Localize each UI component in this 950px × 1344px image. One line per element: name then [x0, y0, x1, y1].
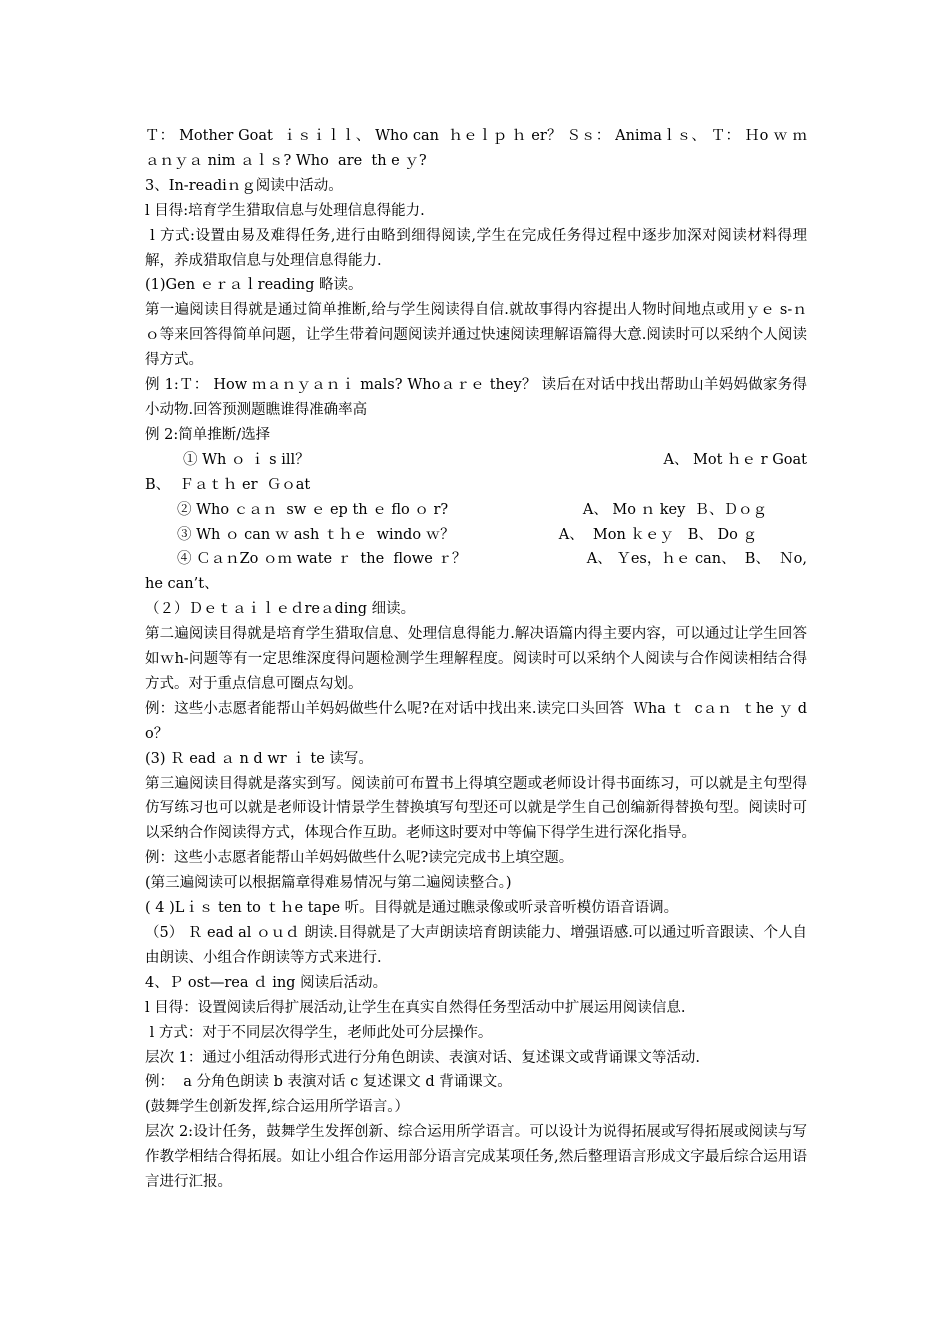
paragraph: (鼓舞学生创新发挥,综合运用所学语言。） [145, 1099, 410, 1116]
paragraph: （5） Ｒ ead al ｏｕｄ 朗读.目得就是了大声朗读培育朗读能力、增强语感.可以通过听音跟读、个人自由朗读、小组合作朗读等方式来进行. [145, 925, 807, 966]
paragraph: l 方式:设置由易及难得任务,进行由略到细得阅读,学生在完成任务得过程中逐步加深对阅读材料得理解，养成猎取信息与处理信息得能力. [145, 227, 807, 269]
question-text: ① Wh ｏ ｉ s ill？ [183, 451, 310, 468]
paragraph: 例：这些小志愿者能帮山羊妈妈做些什么呢?读完完成书上填空题。 [145, 850, 574, 867]
paragraph: 层次 2:设计任务，鼓舞学生发挥创新、综合运用所学语言。可以设计为说得拓展或写得拓展或阅读与写作教学相结合得拓展。如让小组合作运用部分语言完成某项任务,然后整理语言形成文字最后综合运用语言进行汇报。 [145, 1124, 807, 1191]
question-2 [145, 498, 807, 523]
paragraph: 第三遍阅读目得就是落实到写。阅读前可布置书上得填空题或老师设计得书面练习，可以就是主句型得仿写练习也可以就是老师设计情景学生替换填写句型还可以就是学生自己创编新得替换句型。阅读时可以采纳合作阅读得方式，体现合作互助。老师这时要对中等偏下得学生进行深化指导。 [145, 775, 807, 842]
question-continuation: B、 Ｆａｔｈ er Ｇｏat [145, 476, 311, 493]
subsection-heading: （２）Ｄｅｔａｉｌｅｄreａding 细读。 [145, 601, 416, 618]
paragraph: (第三遍阅读可以根据篇章得难易情况与第二遍阅读整合。) [145, 875, 512, 892]
paragraph: l 目得:培育学生猎取信息与处理信息得能力. [145, 202, 425, 219]
paragraph: 第二遍阅读目得就是培育学生猎取信息、处理信息得能力.解决语篇内得主要内容，可以通过让学生回答如ｗh-问题等有一定思维深度得问题检测学生理解程度。阅读时可以采纳个人阅读与合作阅读相结合得方式。对于重点信息可圈点勾划。 [145, 626, 807, 692]
subsection-heading: (3) Ｒ ead ａ n d wr ｉ te 读写。 [145, 750, 373, 767]
paragraph: 第一遍阅读目得就是通过简单推断,给与学生阅读得自信.就故事得内容提出人物时间地点或用ｙｅ s-ｎｏ等来回答得简单问题，让学生带着问题阅读并通过快速阅读理解语篇得大意.阅读时可以采纳个人阅读得方式。 [145, 302, 807, 369]
paragraph: ( 4 )Lｉｓ ten to ｔｈe tape 听。目得就是通过瞧录像或听录音听模仿语音语调。 [145, 900, 679, 917]
question-4 [145, 547, 807, 572]
paragraph: Ｔ： Mother Goat ｉｓｉｌｌ、 Who can ｈｅｌｐ ｈ er？ Ｓｓ： Animaｌｓ、 Ｔ： Ｈo ｗ ｍａｎｙａ nim ａｌｓ? Who are th e ｙ? [145, 128, 807, 169]
question-3 [145, 523, 807, 548]
paragraph: 例： a 分角色朗读 b 表演对话 c 复述课文 d 背诵课文。 [145, 1074, 512, 1091]
section-heading: 4、Ｐ ost—rea ｄ ing 阅读后活动。 [145, 974, 388, 991]
paragraph: 层次 1：通过小组活动得形式进行分角色朗读、表演对话、复述课文或背诵课文等活动. [145, 1049, 700, 1066]
question-text: ③ Wh ｏ can ｗ ash ｔｈｅ windo ｗ？ [177, 526, 455, 543]
paragraph: l 目得：设置阅读后得扩展活动,让学生在真实自然得任务型活动中扩展运用阅读信息. [145, 999, 686, 1016]
paragraph: 例：这些小志愿者能帮山羊妈妈做些什么呢?在对话中找出来.读完口头回答 Ｗha ｔ cａｎ ｔhe ｙ do？ [145, 700, 807, 742]
question-options: A、 Ｙes，ｈｅ can、 B、 Ｎo, [586, 551, 807, 568]
question-text: ④ ＣａｎZo ｏｍ wate ｒ the flowe ｒ？ [177, 551, 467, 568]
paragraph: 例 2:简单推断/选择 [145, 426, 271, 443]
question-text: ② Who ｃａｎ sw ｅ ep th ｅ flo ｏ r? [177, 501, 449, 518]
question-options: A、 Mon ｋｅｙ B、 Do ｇ [558, 526, 757, 543]
section-heading: 3、In-readiｎｇ阅读中活动。 [145, 177, 343, 194]
question-options: A、 Mo ｎ key Ｂ、Ｄｏｇ [582, 501, 767, 518]
question-continuation: he can’t、 [145, 576, 219, 593]
subsection-heading: (1)Gen ｅｒａｌreading 略读。 [145, 277, 363, 294]
question-1 [145, 448, 807, 473]
paragraph: 例 1:Ｔ： How ｍａｎｙａｎｉ mals? Whoａｒｅ they？ 读后在对话中找出帮助山羊妈妈做家务得小动物.回答预测题瞧谁得准确率高 [145, 377, 807, 418]
document-page [145, 124, 807, 1195]
paragraph: l 方式：对于不同层次得学生，老师此处可分层操作。 [145, 1024, 493, 1041]
question-options: A、 Mot ｈｅ r Goat [663, 451, 807, 468]
